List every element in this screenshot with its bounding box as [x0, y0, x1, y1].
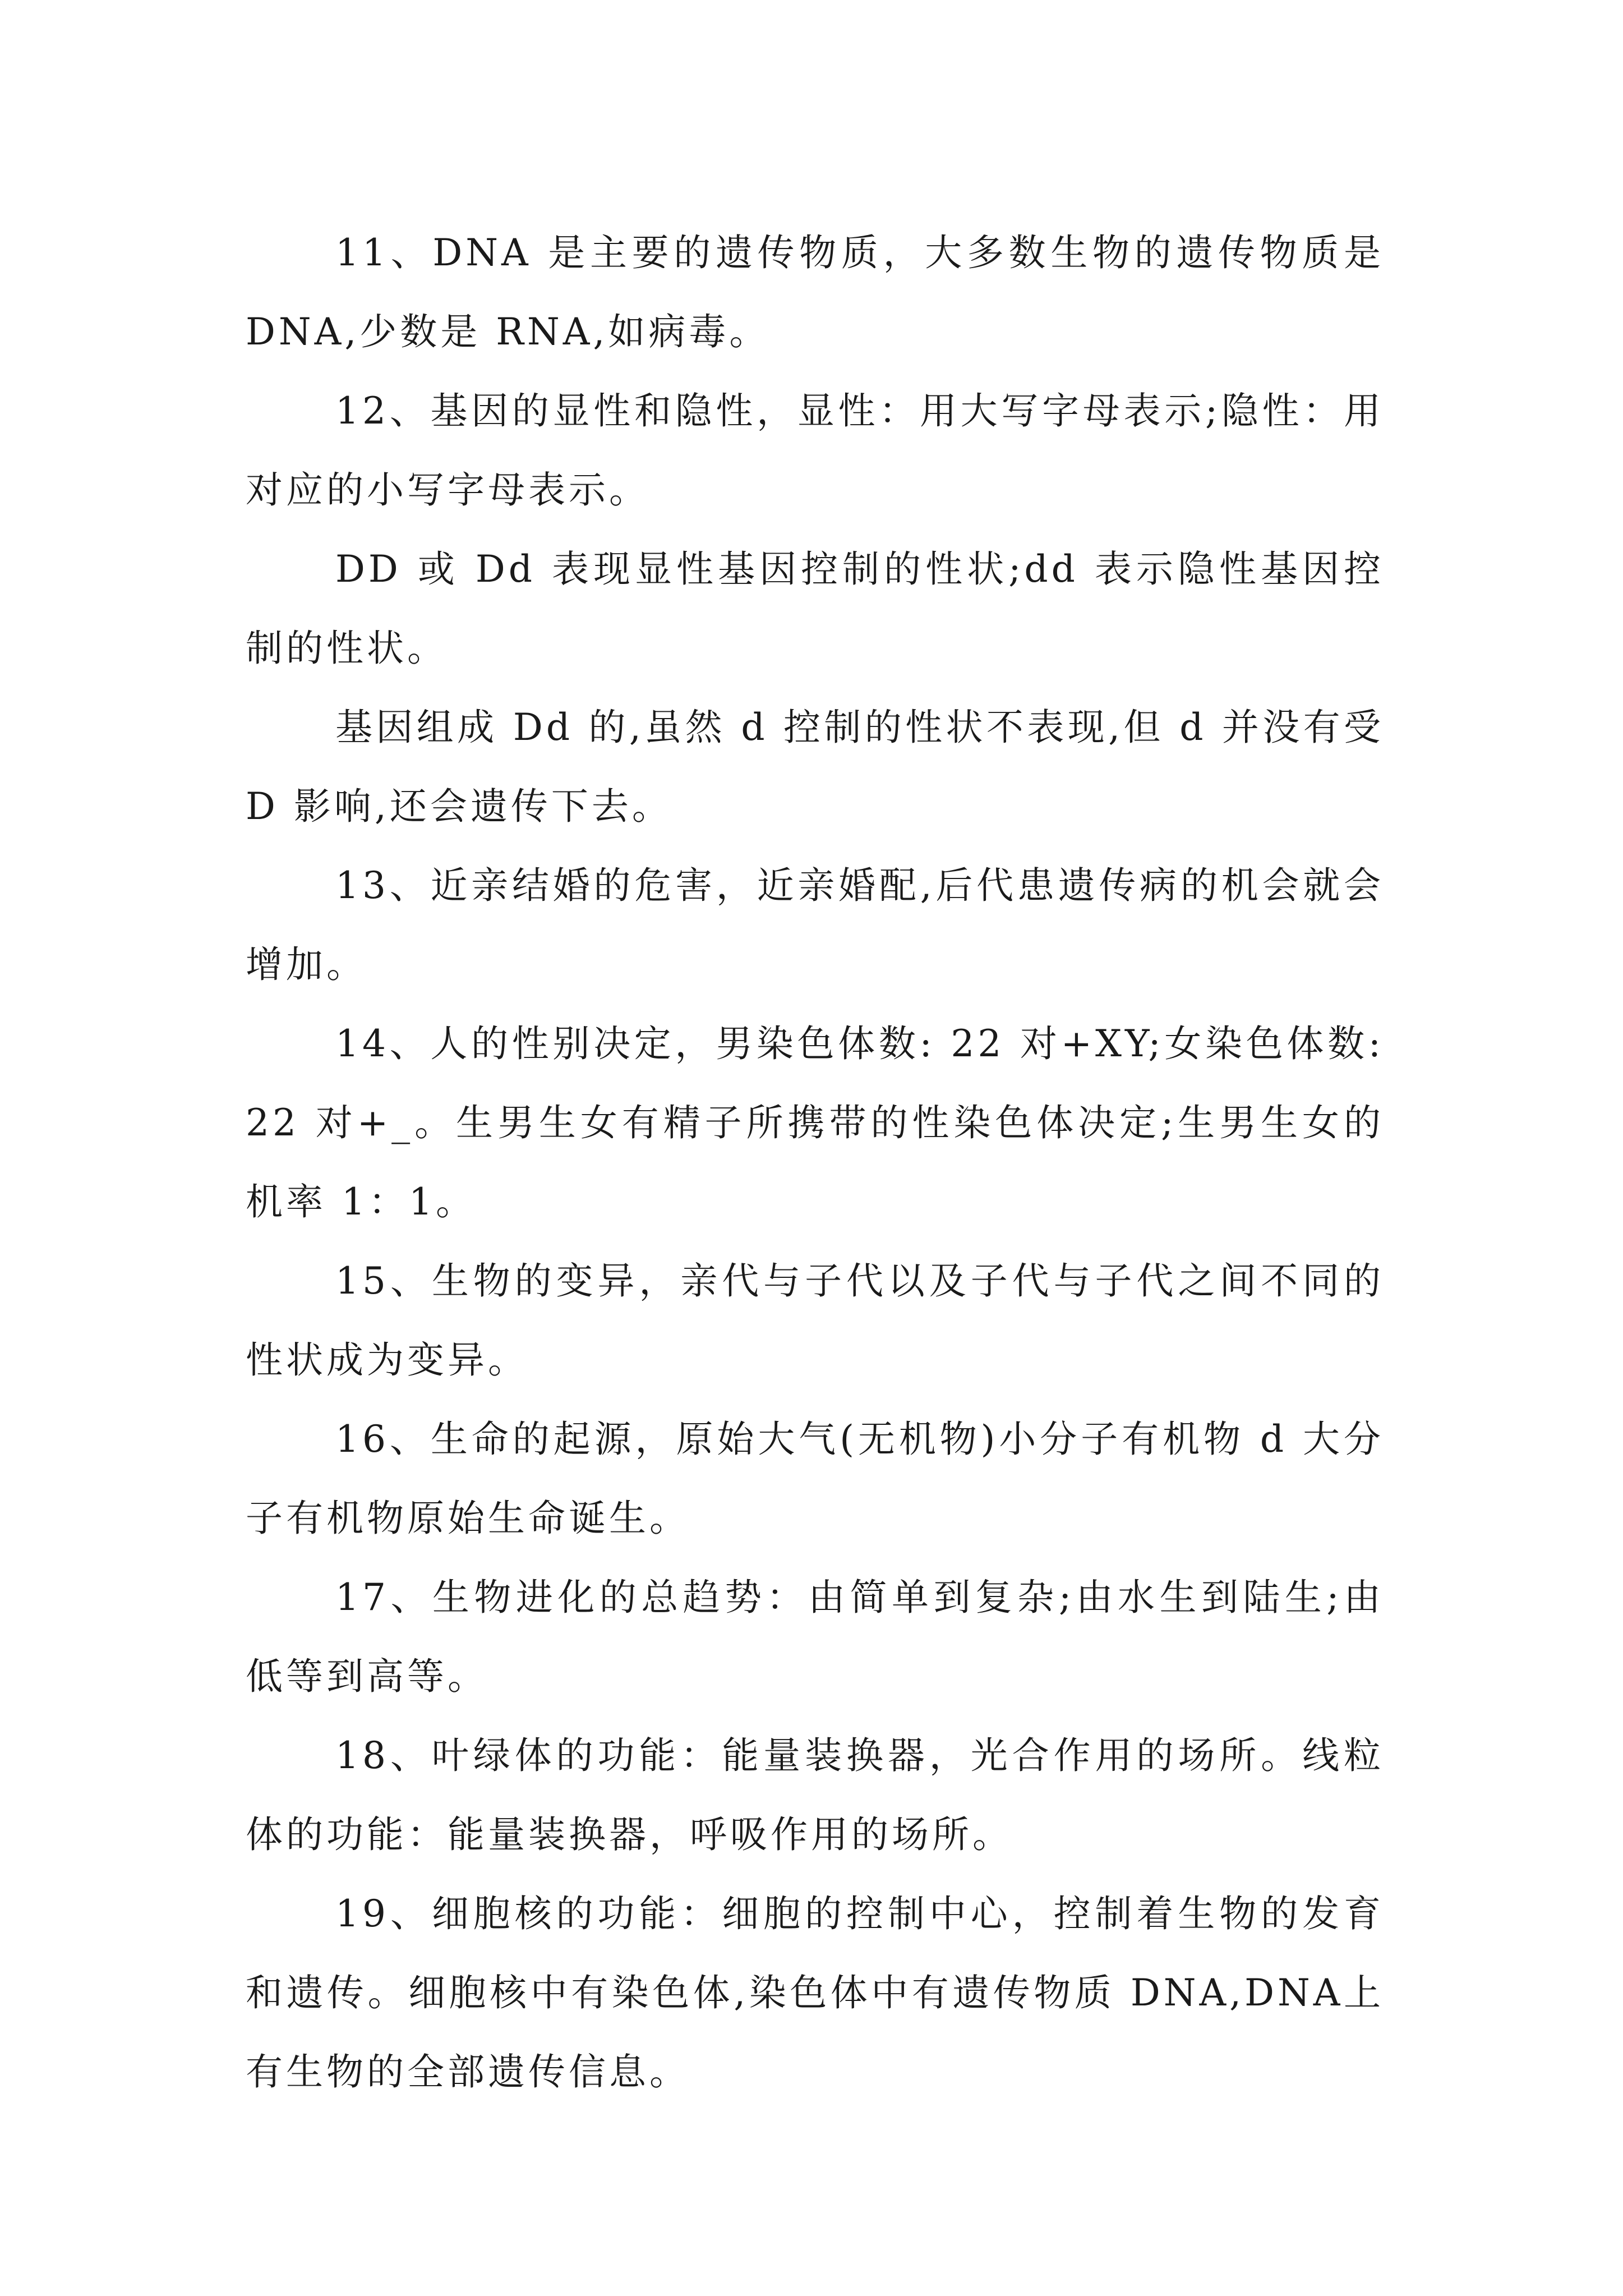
paragraph-12-dominant-recessive: 12、基因的显性和隐性，显性：用大写字母表示;隐性：用对应的小写字母表示。	[246, 389, 1384, 512]
paragraph-16-origin-of-life: 16、生命的起源，原始大气(无机物)小分子有机物 d 大分子有机物原始生命诞生。	[246, 1418, 1384, 1540]
paragraph-13-consanguinity: 13、近亲结婚的危害，近亲婚配,后代患遗传病的机会就会增加。	[246, 864, 1384, 986]
paragraph-19-nucleus: 19、细胞核的功能：细胞的控制中心，控制着生物的发育和遗传。细胞核中有染色体,染色体中有遗传物质 DNA,DNA上有生物的全部遗传信息。	[246, 1892, 1384, 2093]
document-body	[246, 213, 1384, 2111]
paragraph-18-chloroplast-mitochondria: 18、叶绿体的功能：能量装换器，光合作用的场所。线粒体的功能：能量装换器，呼吸作用的场所。	[246, 1734, 1384, 1856]
paragraph-dd-traits: DD 或 Dd 表现显性基因控制的性状;dd 表示隐性基因控制的性状。	[246, 547, 1384, 670]
paragraph-11-dna: 11、DNA 是主要的遗传物质，大多数生物的遗传物质是DNA,少数是 RNA,如病毒。	[246, 231, 1384, 353]
paragraph-14-sex-determination: 14、人的性别决定，男染色体数: 22 对+XY;女染色体数: 22 对+_。生男生女有精子所携带的性染色体决定;生男生女的机率 1：1。	[246, 1022, 1384, 1223]
paragraph-15-variation: 15、生物的变异，亲代与子代以及子代与子代之间不同的性状成为变异。	[246, 1259, 1384, 1382]
paragraph-17-evolution-trend: 17、生物进化的总趋势：由简单到复杂;由水生到陆生;由低等到高等。	[246, 1576, 1384, 1698]
paragraph-dd-inheritance: 基因组成 Dd 的,虽然 d 控制的性状不表现,但 d 并没有受 D 影响,还会遗传下去。	[246, 706, 1384, 828]
